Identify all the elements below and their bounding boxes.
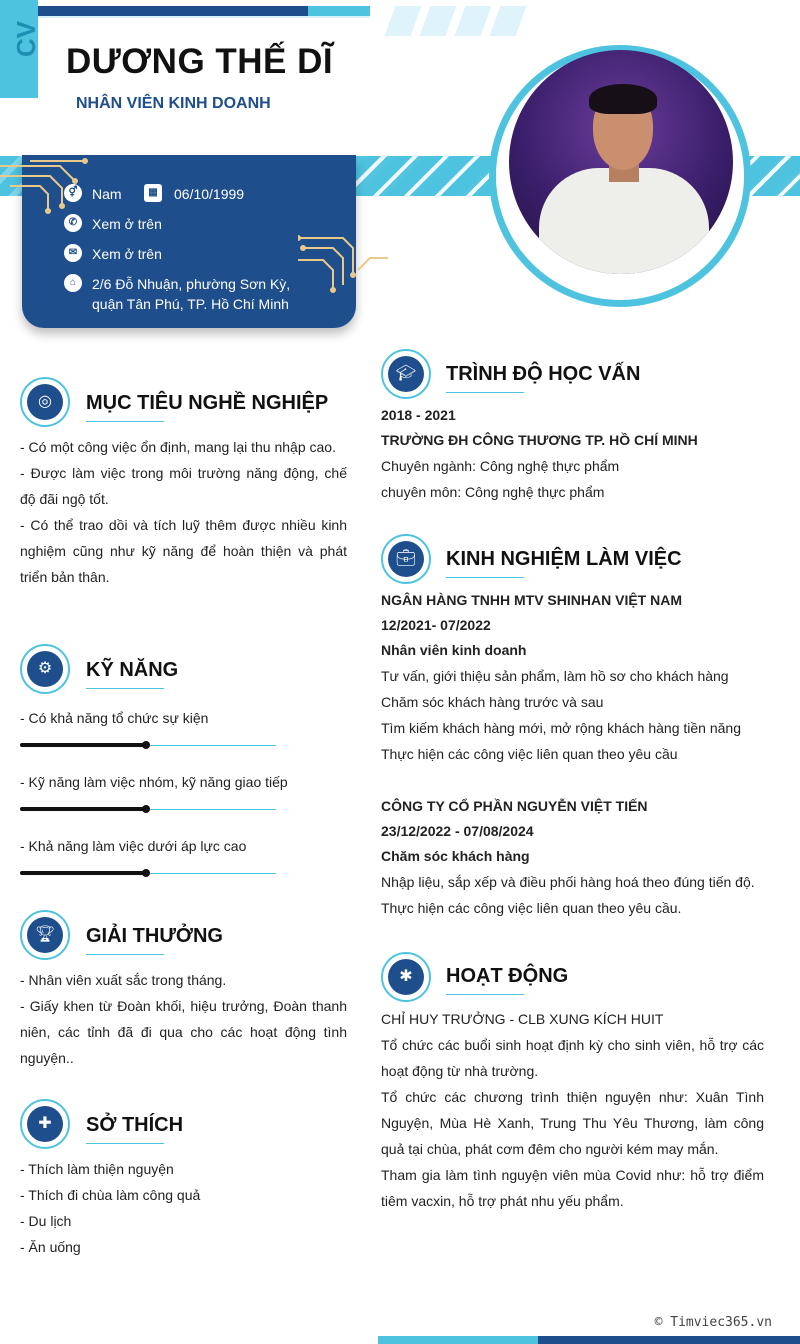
- birthday-value: 06/10/1999: [174, 186, 245, 202]
- phone-icon: ✆: [64, 214, 82, 232]
- objective-line: - Được làm việc trong môi trường năng động, chế độ đãi ngộ tốt.: [20, 465, 347, 507]
- person-activity-icon: ✱: [381, 952, 431, 1002]
- address-line-2: quận Tân Phú, TP. Hồ Chí Minh: [92, 296, 289, 312]
- decor-stripe: [455, 6, 492, 36]
- education-major: Chuyên ngành: Công nghệ thực phẩm: [381, 458, 620, 474]
- job-duty: Thực hiện các công việc liên quan theo yêu cầu.: [381, 900, 682, 916]
- section-underline: [446, 577, 524, 578]
- activity-line: Tổ chức các buổi sinh hoạt định kỳ cho sinh viên, hỗ trợ các hoạt động từ nhà trường.: [381, 1037, 764, 1079]
- skill-label: - Khả năng làm việc dưới áp lực cao: [20, 838, 247, 854]
- gender-value: Nam: [92, 186, 122, 202]
- top-accent-bar: [38, 6, 308, 16]
- skill-bar-dot: [142, 869, 150, 877]
- job-position: Chăm sóc khách hàng: [381, 848, 530, 864]
- hobby-line: - Thích đi chùa làm công quả: [20, 1187, 201, 1203]
- section-underline: [86, 421, 164, 422]
- job-duty: Tìm kiếm khách hàng mới, mở rộng khách hàng tiền năng: [381, 720, 741, 736]
- decor-stripe: [385, 6, 422, 36]
- section-underline: [446, 994, 524, 995]
- education-school: TRƯỜNG ĐH CÔNG THƯƠNG TP. HỒ CHÍ MINH: [381, 432, 698, 448]
- home-icon: ⌂: [64, 274, 82, 292]
- candidate-role: NHÂN VIÊN KINH DOANH: [76, 95, 271, 112]
- trophy-icon: 🏆︎: [20, 910, 70, 960]
- hobbies-title: SỞ THÍCH: [86, 1114, 184, 1136]
- job-duty: Chăm sóc khách hàng trước và sau: [381, 694, 604, 710]
- top-accent-bar-light: [308, 6, 370, 16]
- skill-bar-fill: [20, 871, 146, 875]
- section-underline: [446, 392, 524, 393]
- skill-label: - Có khả năng tổ chức sự kiện: [20, 710, 209, 726]
- target-icon: ◎: [20, 377, 70, 427]
- education-title: TRÌNH ĐỘ HỌC VẤN: [446, 363, 641, 385]
- job-company: CÔNG TY CỔ PHẦN NGUYỄN VIỆT TIẾN: [381, 798, 648, 814]
- skill-bar-fill: [20, 743, 146, 747]
- puzzle-icon: ✚: [20, 1099, 70, 1149]
- hobby-line: - Du lịch: [20, 1213, 72, 1229]
- bottom-accent-bar-light: [378, 1336, 538, 1344]
- hobby-line: - Thích làm thiện nguyện: [20, 1161, 174, 1177]
- bottom-accent-bar: [538, 1336, 800, 1344]
- award-line: - Giấy khen từ Đoàn khối, hiệu trưởng, Đoàn thanh niên, các tỉnh đã đi qua cho các hoạt động tình nguyện..: [20, 998, 347, 1066]
- education-period: 2018 - 2021: [381, 407, 456, 423]
- email-icon: ✉: [64, 244, 82, 262]
- calendar-icon: ▦: [144, 184, 162, 202]
- brain-gear-icon: ⚙: [20, 644, 70, 694]
- watermark: © Timviec365.vn: [654, 1315, 772, 1330]
- decor-stripe: [420, 6, 457, 36]
- job-duty: Thực hiện các công việc liên quan theo yêu cầu: [381, 746, 678, 762]
- email-value: Xem ở trên: [92, 246, 162, 262]
- section-underline: [86, 688, 164, 689]
- skill-label: - Kỹ năng làm việc nhóm, kỹ năng giao tiếp: [20, 774, 288, 790]
- activities-section: [381, 1006, 764, 1214]
- experience-job: [381, 588, 764, 767]
- experience-title: KINH NGHIỆM LÀM VIỆC: [446, 548, 682, 570]
- cv-tag-text: CV: [11, 20, 41, 57]
- phone-value: Xem ở trên: [92, 216, 162, 232]
- activity-line: Tham gia làm tình nguyện viên mùa Covid như: hỗ trợ điểm tiêm vacxin, hỗ trợ phát nhu yếu phẩm.: [381, 1167, 764, 1209]
- awards-section: [20, 967, 347, 1071]
- hobbies-section: [20, 1156, 347, 1260]
- objective-line: - Có một công việc ổn định, mang lại thu nhập cao.: [20, 439, 336, 455]
- activity-role: CHỈ HUY TRƯỞNG - CLB XUNG KÍCH HUIT: [381, 1011, 664, 1027]
- skill-bar-dot: [142, 805, 150, 813]
- education-section: [381, 403, 764, 505]
- objective-section: [20, 434, 347, 590]
- graduation-cap-icon: 🎓︎: [381, 349, 431, 399]
- skill-bar-fill: [20, 807, 146, 811]
- award-line: - Nhân viên xuất sắc trong tháng.: [20, 972, 227, 988]
- address-line-1: 2/6 Đỗ Nhuận, phường Sơn Kỳ,: [92, 276, 291, 292]
- section-underline: [86, 954, 164, 955]
- skill-bar-dot: [142, 741, 150, 749]
- education-specialty: chuyên môn: Công nghệ thực phẩm: [381, 484, 605, 500]
- top-thin-line: [38, 16, 370, 18]
- decor-stripe: [490, 6, 527, 36]
- job-duty: Nhập liệu, sắp xếp và điều phối hàng hoá theo đúng tiến độ.: [381, 874, 755, 890]
- activities-title: HOẠT ĐỘNG: [446, 965, 569, 987]
- gender-icon: ⚥: [64, 184, 82, 202]
- objective-line: - Có thể trao dồi và tích luỹ thêm được nhiều kinh nghiệm cũng như kỹ năng để hoàn thiện và phát triển bản thân.: [20, 517, 347, 585]
- activity-line: Tổ chức các chương trình thiện nguyện như: Xuân Tình Nguyện, Mùa Hè Xanh, Trung Thu Yêu Thương, làm công quả tại chùa, phát cơm đêm cho người kém may mắn.: [381, 1089, 764, 1157]
- circuit-decoration-left: [0, 156, 90, 226]
- awards-title: GIẢI THƯỞNG: [86, 925, 223, 947]
- job-position: Nhân viên kinh doanh: [381, 642, 527, 658]
- experience-job: [381, 794, 764, 921]
- job-period: 23/12/2022 - 07/08/2024: [381, 823, 534, 839]
- cv-tag: [0, 0, 41, 98]
- hobby-line: - Ăn uống: [20, 1239, 81, 1255]
- objective-title: MỤC TIÊU NGHỀ NGHIỆP: [86, 392, 329, 414]
- job-company: NGÂN HÀNG TNHH MTV SHINHAN VIỆT NAM: [381, 592, 682, 608]
- briefcase-icon: 💼︎: [381, 534, 431, 584]
- job-period: 12/2021- 07/2022: [381, 617, 491, 633]
- skills-title: KỸ NĂNG: [86, 659, 179, 681]
- candidate-photo: [509, 50, 733, 274]
- contact-address: [64, 274, 290, 314]
- section-underline: [86, 1143, 164, 1144]
- contact-email: [64, 244, 162, 264]
- contact-birthday: [144, 184, 244, 204]
- circuit-decoration-right: [298, 230, 388, 300]
- candidate-name: DƯƠNG THẾ DĨ: [66, 42, 334, 81]
- job-duty: Tư vấn, giới thiệu sản phẩm, làm hồ sơ cho khách hàng: [381, 668, 729, 684]
